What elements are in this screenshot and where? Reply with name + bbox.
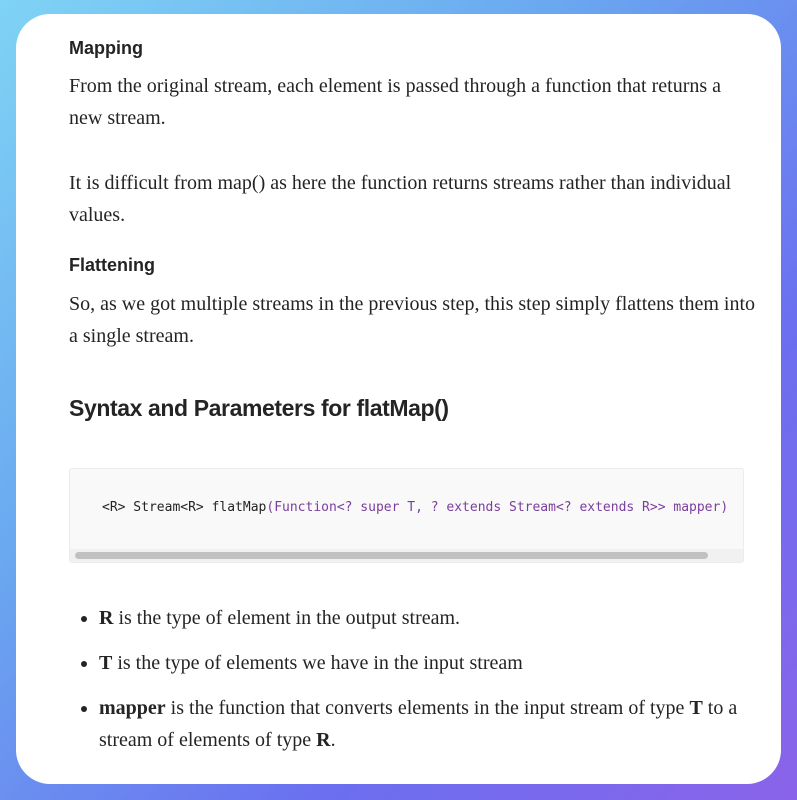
list-item — [69, 647, 759, 679]
bullet-dot — [81, 616, 87, 622]
syntax-heading: Syntax and Parameters for flatMap() — [69, 395, 449, 421]
code-line — [102, 500, 728, 515]
param-type-t: T — [689, 697, 703, 719]
list-item — [69, 602, 759, 634]
flattening-paragraph: So, as we got multiple streams in the previous step, this step simply flattens them into a single stream. — [69, 293, 756, 347]
bullet-dot — [81, 706, 87, 712]
difference-paragraph: It is difficult from map() as here the function returns streams rather than individual values. — [69, 172, 732, 226]
param-description: is the type of elements we have in the input stream — [112, 652, 523, 674]
code-block[interactable] — [69, 468, 744, 563]
horizontal-scrollbar[interactable] — [70, 549, 743, 562]
flattening-heading: Flattening — [69, 255, 155, 275]
code-signature: <R> Stream<R> flatMap — [102, 500, 267, 515]
param-description-cont: to a stream of elements of type — [99, 697, 738, 751]
article-content — [69, 34, 759, 422]
bullet-dot — [81, 661, 87, 667]
param-name: R — [99, 607, 114, 629]
param-type-r: R — [316, 729, 331, 751]
parameter-list — [69, 602, 759, 756]
code-parameters: (Function<? super T, ? extends Stream<? extends R>> mapper) — [266, 500, 729, 515]
mapping-heading: Mapping — [69, 38, 143, 58]
param-name: mapper — [99, 697, 166, 719]
param-description-end: . — [330, 729, 336, 751]
list-item — [69, 692, 759, 756]
mapping-paragraph: From the original stream, each element is passed through a function that returns a new stream. — [69, 75, 722, 129]
scrollbar-thumb[interactable] — [75, 552, 708, 559]
param-description: is the type of element in the output stream. — [113, 607, 461, 629]
param-name: T — [99, 652, 113, 674]
article-card — [16, 14, 781, 784]
param-description: is the function that converts elements in the input stream of type — [165, 697, 690, 719]
